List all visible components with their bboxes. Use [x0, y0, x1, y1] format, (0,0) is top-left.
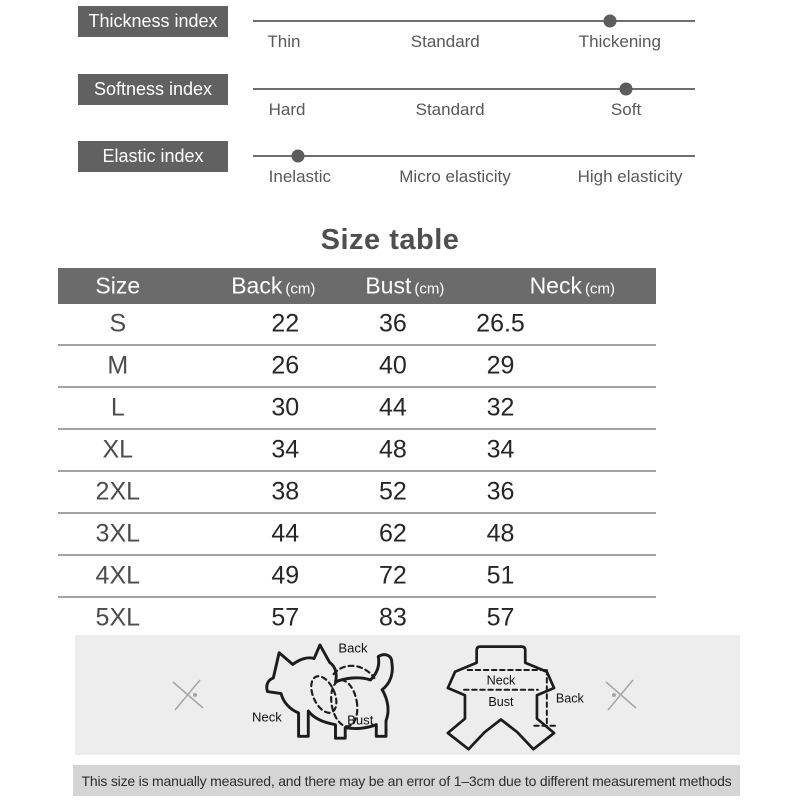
cell-back: 34 — [271, 435, 300, 464]
cell-bust: 40 — [378, 351, 407, 380]
thickness-index-row — [0, 6, 800, 68]
garment-measurement-diagram — [427, 643, 592, 751]
softness-index-badge: Softness index — [78, 74, 228, 105]
table-row — [58, 556, 656, 598]
tick-label: Standard — [415, 100, 485, 119]
col-header-bust: Bust (cm) — [365, 272, 445, 299]
cell-back: 38 — [271, 477, 300, 506]
dog-measurement-diagram — [250, 639, 420, 751]
cell-size: 3XL — [95, 519, 141, 548]
table-row — [58, 430, 656, 472]
col-header-neck: Neck (cm) — [529, 272, 615, 299]
tick-label: Standard — [410, 32, 480, 51]
cell-bust: 72 — [378, 561, 407, 590]
size-table-header — [58, 268, 656, 304]
cell-bust: 62 — [378, 519, 407, 548]
cell-neck: 36 — [486, 477, 515, 506]
cell-neck: 51 — [486, 561, 515, 590]
dog-neck-label: Neck — [251, 709, 282, 725]
cell-neck: 34 — [486, 435, 515, 464]
tick-label: Inelastic — [268, 167, 332, 186]
table-row — [58, 472, 656, 514]
dog-outline — [267, 645, 393, 738]
cell-size: L — [110, 393, 125, 422]
cell-size: M — [107, 351, 129, 380]
cell-back: 44 — [271, 519, 300, 548]
tick-label: High elasticity — [577, 167, 683, 186]
garment-neck-label: Neck — [486, 673, 516, 688]
table-row — [58, 388, 656, 430]
softness-slider — [253, 74, 695, 130]
cell-size: S — [109, 309, 127, 338]
dog-back-label: Back — [338, 640, 368, 656]
tick-label: Soft — [610, 100, 642, 119]
thickness-index-badge: Thickness index — [78, 6, 228, 37]
cell-neck: 57 — [486, 603, 515, 632]
cell-back: 30 — [271, 393, 300, 422]
slider-dot — [292, 150, 305, 163]
dog-bust-label: Bust — [347, 712, 374, 728]
slider-track-line — [253, 155, 695, 157]
cell-bust: 48 — [378, 435, 407, 464]
dog-back-measure-line — [334, 666, 375, 678]
tick-label: Hard — [268, 100, 306, 119]
cell-neck: 26.5 — [476, 309, 525, 338]
tick-label: Thickening — [578, 32, 661, 51]
cell-neck: 48 — [486, 519, 515, 548]
tick-label: Micro elasticity — [399, 167, 511, 186]
cell-back: 49 — [271, 561, 300, 590]
elastic-index-row — [0, 141, 800, 203]
size-table-title: Size table — [320, 224, 460, 256]
decorative-cross-right-icon — [603, 677, 639, 713]
cell-back: 26 — [271, 351, 300, 380]
cell-bust: 52 — [378, 477, 407, 506]
measurement-disclaimer: This size is manually measured, and there may be an error of 1–3cm due to different measurement methods — [73, 765, 740, 796]
table-row — [58, 598, 656, 638]
cell-bust: 36 — [378, 309, 407, 338]
garment-back-label: Back — [555, 691, 584, 706]
cell-size: 5XL — [95, 603, 141, 632]
elastic-index-badge: Elastic index — [78, 141, 228, 172]
thickness-slider — [253, 6, 695, 62]
decorative-cross-left-icon — [170, 677, 206, 713]
tick-label: Thin — [267, 32, 301, 51]
cell-neck: 29 — [486, 351, 515, 380]
cell-back: 22 — [271, 309, 300, 338]
cell-size: 2XL — [95, 477, 141, 506]
cell-neck: 32 — [486, 393, 515, 422]
softness-index-row — [0, 74, 800, 136]
table-row — [58, 514, 656, 556]
cell-size: 4XL — [95, 561, 141, 590]
cell-bust: 44 — [378, 393, 407, 422]
table-row — [58, 346, 656, 388]
size-table — [58, 268, 656, 638]
slider-dot — [620, 83, 633, 96]
measurement-diagram — [75, 635, 740, 755]
table-row — [58, 304, 656, 346]
slider-dot — [604, 15, 617, 28]
cell-size: XL — [102, 435, 134, 464]
slider-track-line — [253, 20, 695, 22]
cell-back: 57 — [271, 603, 300, 632]
col-header-back: Back (cm) — [231, 272, 316, 299]
col-header-size: Size — [95, 272, 141, 299]
garment-bust-label: Bust — [488, 695, 514, 709]
elastic-slider — [253, 141, 695, 197]
cell-bust: 83 — [378, 603, 407, 632]
